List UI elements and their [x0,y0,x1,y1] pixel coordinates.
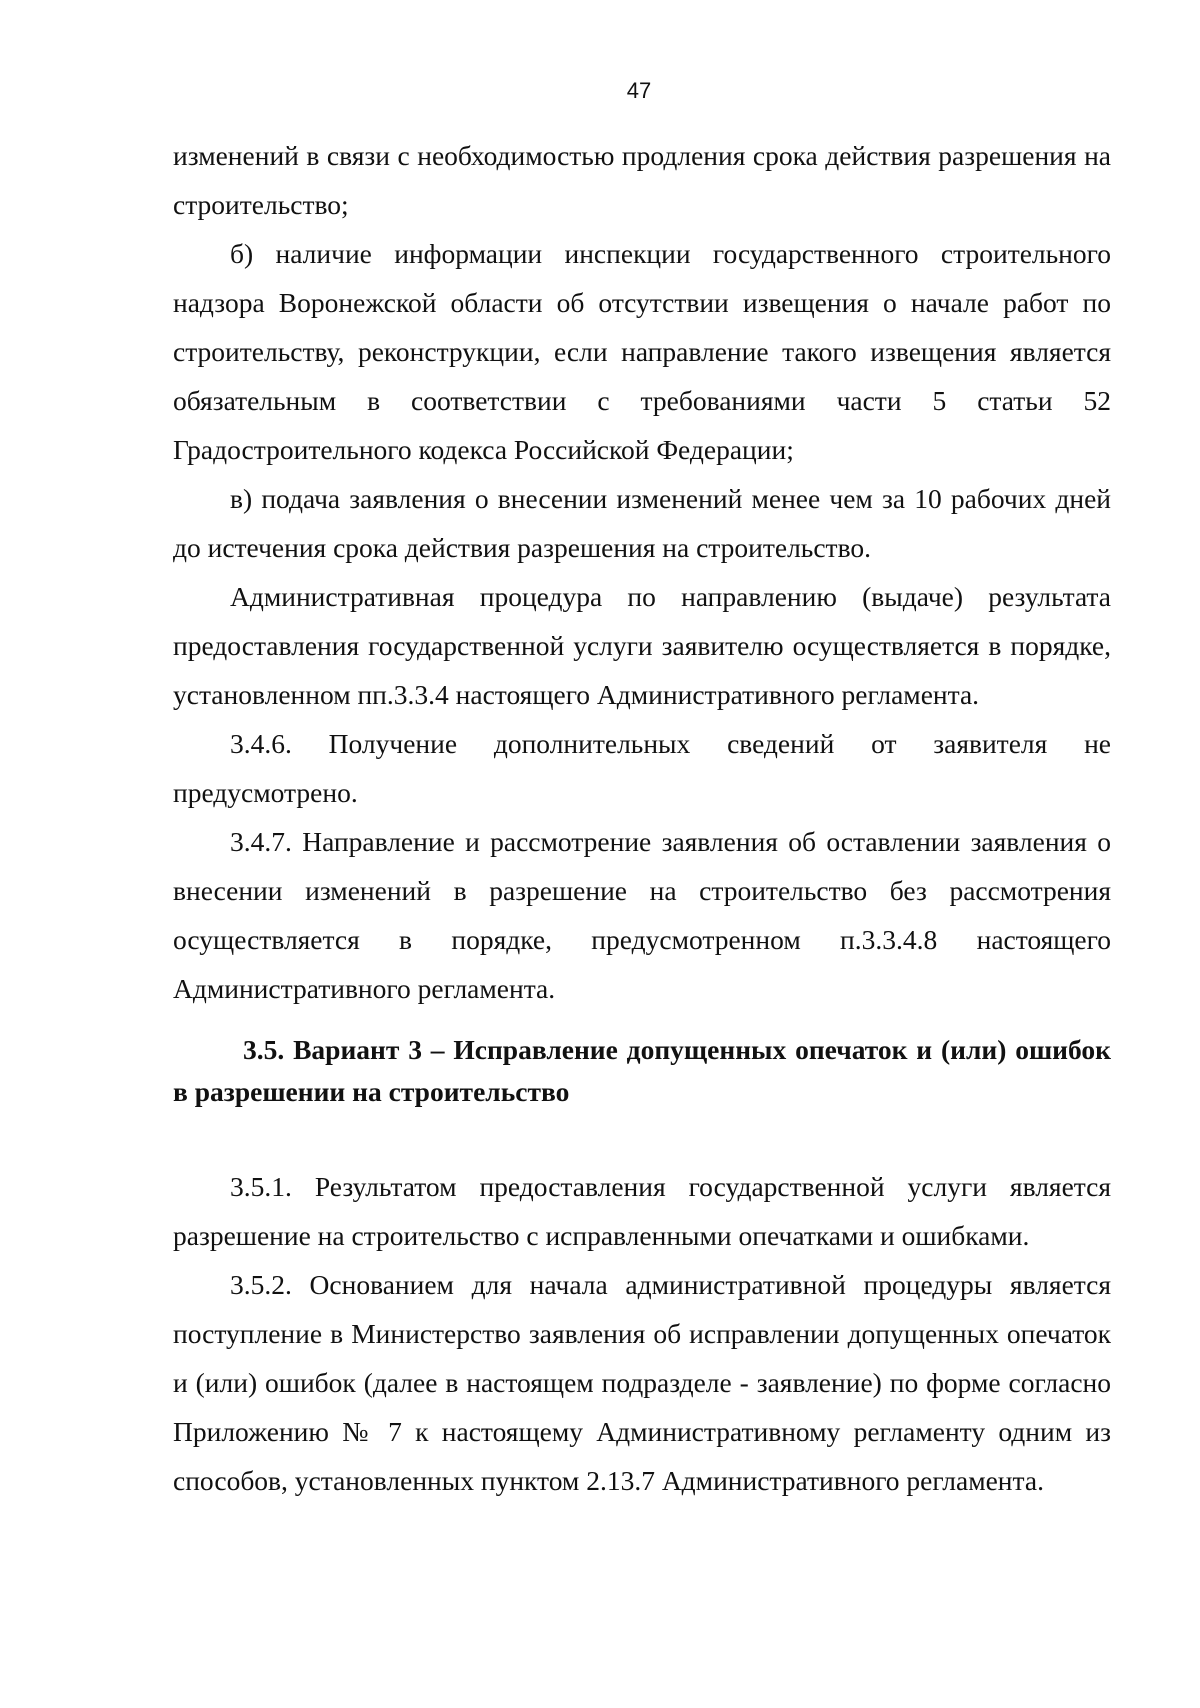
paragraph-3-5-1: 3.5.1. Результатом предоставления государственной услуги является разрешение на строительство с исправленными опечатками и ошибками. [173,1171,1111,1251]
paragraph-3-4-6: 3.4.6. Получение дополнительных сведений от заявителя не предусмотрено. [173,728,1111,808]
paragraph-continuation: изменений в связи с необходимостью продления срока действия разрешения на строительство; [173,140,1111,220]
paragraph-item-v: в) подача заявления о внесении изменений менее чем за 10 рабочих дней до истечения срока действия разрешения на строительство. [173,483,1111,563]
paragraph-administrative-procedure: Административная процедура по направлению (выдаче) результата предоставления государственной услуги заявителю осуществляется в порядке, установленном пп.3.3.4 настоящего Административного регламента. [173,581,1111,710]
body-text-bottom [173,1162,1111,1505]
paragraph-3-5-2: 3.5.2. Основанием для начала административной процедуры является поступление в Министерство заявления об исправлении допущенных опечаток и (или) ошибок (далее в настоящем подразделе - заявление) по форме согласно Приложению № 7 к настоящему Административному регламенту одним из способов, установленных пунктом 2.13.7 Административного регламента. [173,1269,1111,1496]
page-number: 47 [626,78,652,103]
body-text-top [173,131,1111,1013]
paragraph-3-4-7: 3.4.7. Направление и рассмотрение заявления об оставлении заявления о внесении изменений в разрешение на строительство без рассмотрения осуществляется в порядке, предусмотренном п.3.3.4.8 настоящего Административного регламента. [173,826,1111,1004]
paragraph-item-b: б) наличие информации инспекции государственного строительного надзора Воронежской области об отсутствии извещения о начале работ по строительству, реконструкции, если направление такого извещения является обязательным в соответствии с требованиями части 5 статьи 52 Градостроительного кодекса Российской Федерации; [173,238,1111,465]
section-heading-3-5: 3.5. Вариант 3 – Исправление допущенных опечаток и (или) ошибок в разрешении на строительство [173,1034,1111,1107]
